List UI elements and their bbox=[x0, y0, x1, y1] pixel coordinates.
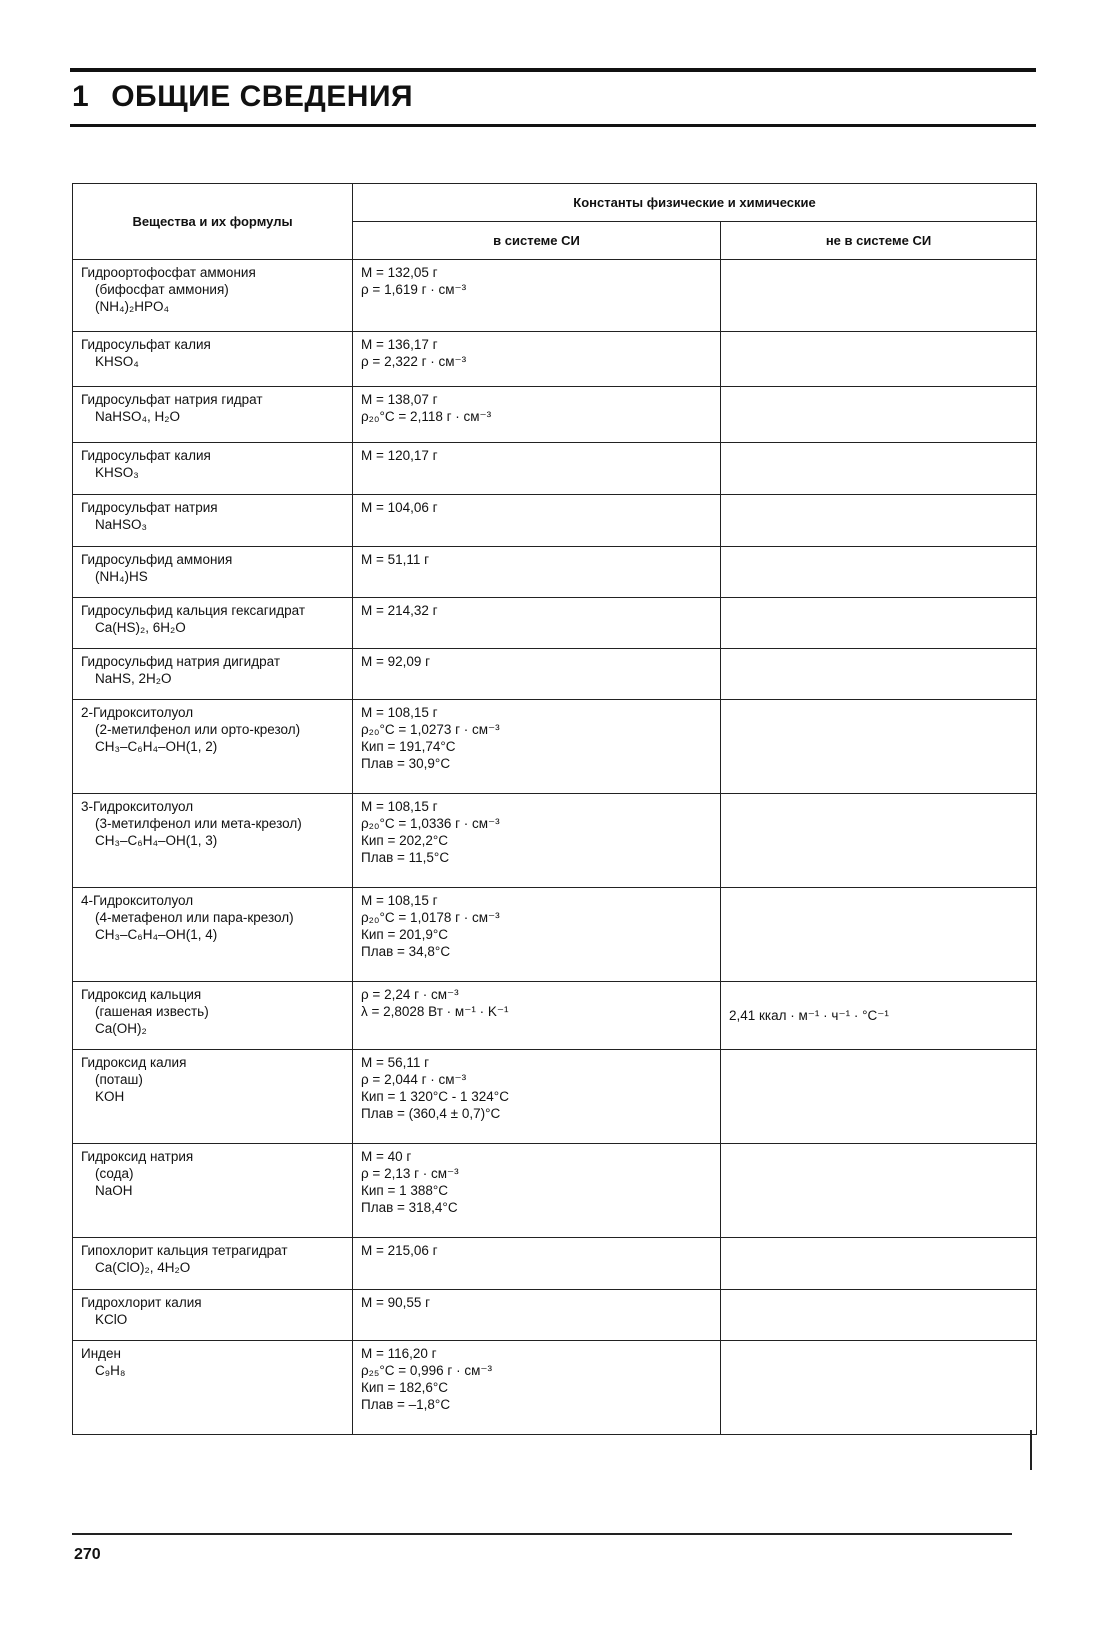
top-rule bbox=[70, 68, 1036, 72]
col-header-substance: Вещества и их формулы bbox=[73, 184, 353, 260]
si-constant: λ = 2,8028 Вт · м⁻¹ · K⁻¹ bbox=[361, 1004, 509, 1019]
substance-detail: CH₃–C₆H₄–OH(1, 2) bbox=[95, 739, 218, 754]
table-row bbox=[73, 1290, 1037, 1341]
si-constants-cell bbox=[353, 700, 721, 794]
si-constants-cell bbox=[353, 598, 721, 649]
substance-cell bbox=[73, 547, 353, 598]
chapter-title: ОБЩИЕ СВЕДЕНИЯ bbox=[111, 80, 414, 113]
si-constant: Кип = 182,6°C bbox=[361, 1380, 449, 1395]
si-constant: Кип = 202,2°C bbox=[361, 833, 449, 848]
si-constants-cell bbox=[353, 495, 721, 547]
substance-name: Гипохлорит кальция тетрагидрат bbox=[81, 1243, 288, 1258]
si-constant: M = 116,20 г bbox=[361, 1346, 437, 1361]
non-si-constants-cell bbox=[721, 1144, 1037, 1238]
si-constant: ρ₂₀°C = 1,0178 г · см⁻³ bbox=[361, 910, 500, 925]
substance-detail: KClO bbox=[95, 1312, 128, 1327]
non-si-constants-cell bbox=[721, 982, 1037, 1050]
substance-detail: (2-метилфенол или орто-крезол) bbox=[95, 722, 301, 737]
substance-cell bbox=[73, 387, 353, 443]
substance-name: Гидроортофосфат аммония bbox=[81, 265, 256, 280]
table-row bbox=[73, 1341, 1037, 1435]
constants-table bbox=[72, 183, 1037, 1435]
table-row bbox=[73, 649, 1037, 700]
non-si-constants-cell bbox=[721, 598, 1037, 649]
substance-cell bbox=[73, 649, 353, 700]
substance-detail: CH₃–C₆H₄–OH(1, 4) bbox=[95, 927, 218, 942]
substance-detail: Ca(OH)₂ bbox=[95, 1021, 147, 1036]
si-constant: ρ = 1,619 г · см⁻³ bbox=[361, 282, 467, 297]
si-constant: Кип = 1 388°C bbox=[361, 1183, 449, 1198]
si-constants-cell bbox=[353, 443, 721, 495]
non-si-constants-cell bbox=[721, 1050, 1037, 1144]
non-si-constants-cell bbox=[721, 387, 1037, 443]
si-constant: Плав = 34,8°C bbox=[361, 944, 451, 959]
si-constant: Плав = 318,4°C bbox=[361, 1200, 458, 1215]
substance-cell bbox=[73, 443, 353, 495]
si-constants-cell bbox=[353, 982, 721, 1050]
si-constant: ρ₂₅°C = 0,996 г · см⁻³ bbox=[361, 1363, 492, 1378]
substance-cell bbox=[73, 794, 353, 888]
substance-detail: C₉H₈ bbox=[95, 1363, 126, 1378]
si-constant: Кип = 191,74°C bbox=[361, 739, 456, 754]
table-row bbox=[73, 495, 1037, 547]
table-row bbox=[73, 1144, 1037, 1238]
table-row bbox=[73, 387, 1037, 443]
chapter-number: 1 bbox=[72, 80, 90, 113]
non-si-constants-cell bbox=[721, 443, 1037, 495]
si-constant: Плав = 11,5°C bbox=[361, 850, 450, 865]
si-constant: ρ = 2,13 г · см⁻³ bbox=[361, 1166, 459, 1181]
substance-name: Гидросульфид аммония bbox=[81, 552, 233, 567]
table-row bbox=[73, 443, 1037, 495]
si-constants-cell bbox=[353, 260, 721, 332]
non-si-constants-cell bbox=[721, 794, 1037, 888]
si-constant: ρ₂₀°C = 2,118 г · см⁻³ bbox=[361, 409, 492, 424]
si-constants-cell bbox=[353, 1144, 721, 1238]
substance-detail: NaOH bbox=[95, 1183, 133, 1198]
si-constant: M = 108,15 г bbox=[361, 799, 438, 814]
substance-name: Инден bbox=[81, 1346, 121, 1361]
table-row bbox=[73, 332, 1037, 387]
table-row bbox=[73, 598, 1037, 649]
si-constant: ρ₂₀°C = 1,0336 г · см⁻³ bbox=[361, 816, 500, 831]
substance-detail: Ca(HS)₂, 6H₂O bbox=[95, 620, 186, 635]
substance-name: 2-Гидрокситолуол bbox=[81, 705, 194, 720]
table-row bbox=[73, 982, 1037, 1050]
si-constants-cell bbox=[353, 649, 721, 700]
si-constant: ρ = 2,044 г · см⁻³ bbox=[361, 1072, 467, 1087]
si-constant: Плав = (360,4 ± 0,7)°C bbox=[361, 1106, 501, 1121]
substance-cell bbox=[73, 332, 353, 387]
substance-cell bbox=[73, 1050, 353, 1144]
si-constants-cell bbox=[353, 387, 721, 443]
si-constant: M = 92,09 г bbox=[361, 654, 431, 669]
non-si-constants-cell bbox=[721, 495, 1037, 547]
table-row bbox=[73, 794, 1037, 888]
substance-detail: (поташ) bbox=[95, 1072, 143, 1087]
substance-name: Гидросульфат натрия гидрат bbox=[81, 392, 263, 407]
si-constant: M = 120,17 г bbox=[361, 448, 438, 463]
non-si-constants-cell bbox=[721, 649, 1037, 700]
substance-name: Гидросульфат калия bbox=[81, 448, 211, 463]
si-constant: M = 90,55 г bbox=[361, 1295, 431, 1310]
si-constant: ρ₂₀°C = 1,0273 г · см⁻³ bbox=[361, 722, 500, 737]
non-si-constants-cell bbox=[721, 260, 1037, 332]
si-constant: Плав = 30,9°C bbox=[361, 756, 451, 771]
table-body bbox=[73, 260, 1037, 1435]
substance-cell bbox=[73, 700, 353, 794]
substance-detail: NaHSO₄, H₂O bbox=[95, 409, 181, 424]
substance-detail: KOH bbox=[95, 1089, 125, 1104]
substance-cell bbox=[73, 1290, 353, 1341]
si-constant: Плав = –1,8°C bbox=[361, 1397, 451, 1412]
substance-detail: Ca(ClO)₂, 4H₂O bbox=[95, 1260, 191, 1275]
substance-detail: (бифосфат аммония) bbox=[95, 282, 229, 297]
si-constants-cell bbox=[353, 1050, 721, 1144]
si-constant: ρ = 2,322 г · см⁻³ bbox=[361, 354, 467, 369]
substance-detail: (сода) bbox=[95, 1166, 134, 1181]
margin-mark bbox=[1030, 1430, 1032, 1470]
heading-underline bbox=[70, 124, 1036, 127]
substance-detail: KHSO₃ bbox=[95, 465, 139, 480]
non-si-constants-cell bbox=[721, 700, 1037, 794]
non-si-constant: 2,41 ккал · м⁻¹ · ч⁻¹ · °C⁻¹ bbox=[729, 1008, 889, 1023]
non-si-constants-cell bbox=[721, 1341, 1037, 1435]
non-si-constants-cell bbox=[721, 888, 1037, 982]
si-constant: M = 108,15 г bbox=[361, 893, 438, 908]
non-si-constants-cell bbox=[721, 1238, 1037, 1290]
col-header-constants: Константы физические и химические bbox=[353, 184, 1037, 222]
substance-detail: (гашеная известь) bbox=[95, 1004, 209, 1019]
footer-rule bbox=[72, 1533, 1012, 1535]
si-constant: M = 56,11 г bbox=[361, 1055, 430, 1070]
substance-detail: (NH₄)₂HPO₄ bbox=[95, 299, 170, 314]
substance-name: Гидросульфат калия bbox=[81, 337, 211, 352]
col-header-non-si: не в системе СИ bbox=[721, 222, 1037, 260]
si-constants-cell bbox=[353, 888, 721, 982]
si-constant: M = 136,17 г bbox=[361, 337, 438, 352]
non-si-constants-cell bbox=[721, 332, 1037, 387]
substance-cell bbox=[73, 1341, 353, 1435]
substance-detail: (NH₄)HS bbox=[95, 569, 148, 584]
substance-detail: NaHSO₃ bbox=[95, 517, 148, 532]
si-constants-cell bbox=[353, 547, 721, 598]
si-constant: M = 40 г bbox=[361, 1149, 412, 1164]
page-number: 270 bbox=[74, 1546, 101, 1563]
si-constant: M = 215,06 г bbox=[361, 1243, 438, 1258]
si-constant: M = 214,32 г bbox=[361, 603, 438, 618]
substance-cell bbox=[73, 260, 353, 332]
si-constant: M = 108,15 г bbox=[361, 705, 438, 720]
substance-detail: KHSO₄ bbox=[95, 354, 139, 369]
si-constant: M = 132,05 г bbox=[361, 265, 438, 280]
substance-name: 3-Гидрокситолуол bbox=[81, 799, 194, 814]
substance-detail: NaHS, 2H₂O bbox=[95, 671, 172, 686]
si-constants-cell bbox=[353, 1341, 721, 1435]
substance-name: Гидроксид калия bbox=[81, 1055, 187, 1070]
substance-cell bbox=[73, 598, 353, 649]
non-si-constants-cell bbox=[721, 547, 1037, 598]
col-header-si: в системе СИ bbox=[353, 222, 721, 260]
substance-name: 4-Гидрокситолуол bbox=[81, 893, 194, 908]
substance-cell bbox=[73, 888, 353, 982]
substance-name: Гидроксид натрия bbox=[81, 1149, 194, 1164]
table-row bbox=[73, 547, 1037, 598]
substance-name: Гидроксид кальция bbox=[81, 987, 202, 1002]
substance-cell bbox=[73, 495, 353, 547]
si-constants-cell bbox=[353, 332, 721, 387]
substance-name: Гидросульфид кальция гексагидрат bbox=[81, 603, 306, 618]
substance-detail: CH₃–C₆H₄–OH(1, 3) bbox=[95, 833, 218, 848]
table-row bbox=[73, 260, 1037, 332]
si-constant: ρ = 2,24 г · см⁻³ bbox=[361, 987, 459, 1002]
table-row bbox=[73, 1238, 1037, 1290]
si-constant: M = 104,06 г bbox=[361, 500, 438, 515]
si-constant: M = 51,11 г bbox=[361, 552, 430, 567]
si-constant: M = 138,07 г bbox=[361, 392, 438, 407]
table-row bbox=[73, 888, 1037, 982]
substance-name: Гидросульфат натрия bbox=[81, 500, 218, 515]
substance-name: Гидрохлорит калия bbox=[81, 1295, 202, 1310]
table-row bbox=[73, 1050, 1037, 1144]
substance-cell bbox=[73, 1238, 353, 1290]
table-row bbox=[73, 700, 1037, 794]
si-constants-cell bbox=[353, 1238, 721, 1290]
si-constants-cell bbox=[353, 1290, 721, 1341]
substance-cell bbox=[73, 982, 353, 1050]
si-constant: Кип = 1 320°C - 1 324°C bbox=[361, 1089, 509, 1104]
chapter-heading bbox=[72, 80, 413, 114]
si-constants-cell bbox=[353, 794, 721, 888]
substance-cell bbox=[73, 1144, 353, 1238]
si-constant: Кип = 201,9°C bbox=[361, 927, 449, 942]
substance-name: Гидросульфид натрия дигидрат bbox=[81, 654, 280, 669]
substance-detail: (3-метилфенол или мета-крезол) bbox=[95, 816, 302, 831]
substance-detail: (4-метафенол или пара-крезол) bbox=[95, 910, 294, 925]
non-si-constants-cell bbox=[721, 1290, 1037, 1341]
